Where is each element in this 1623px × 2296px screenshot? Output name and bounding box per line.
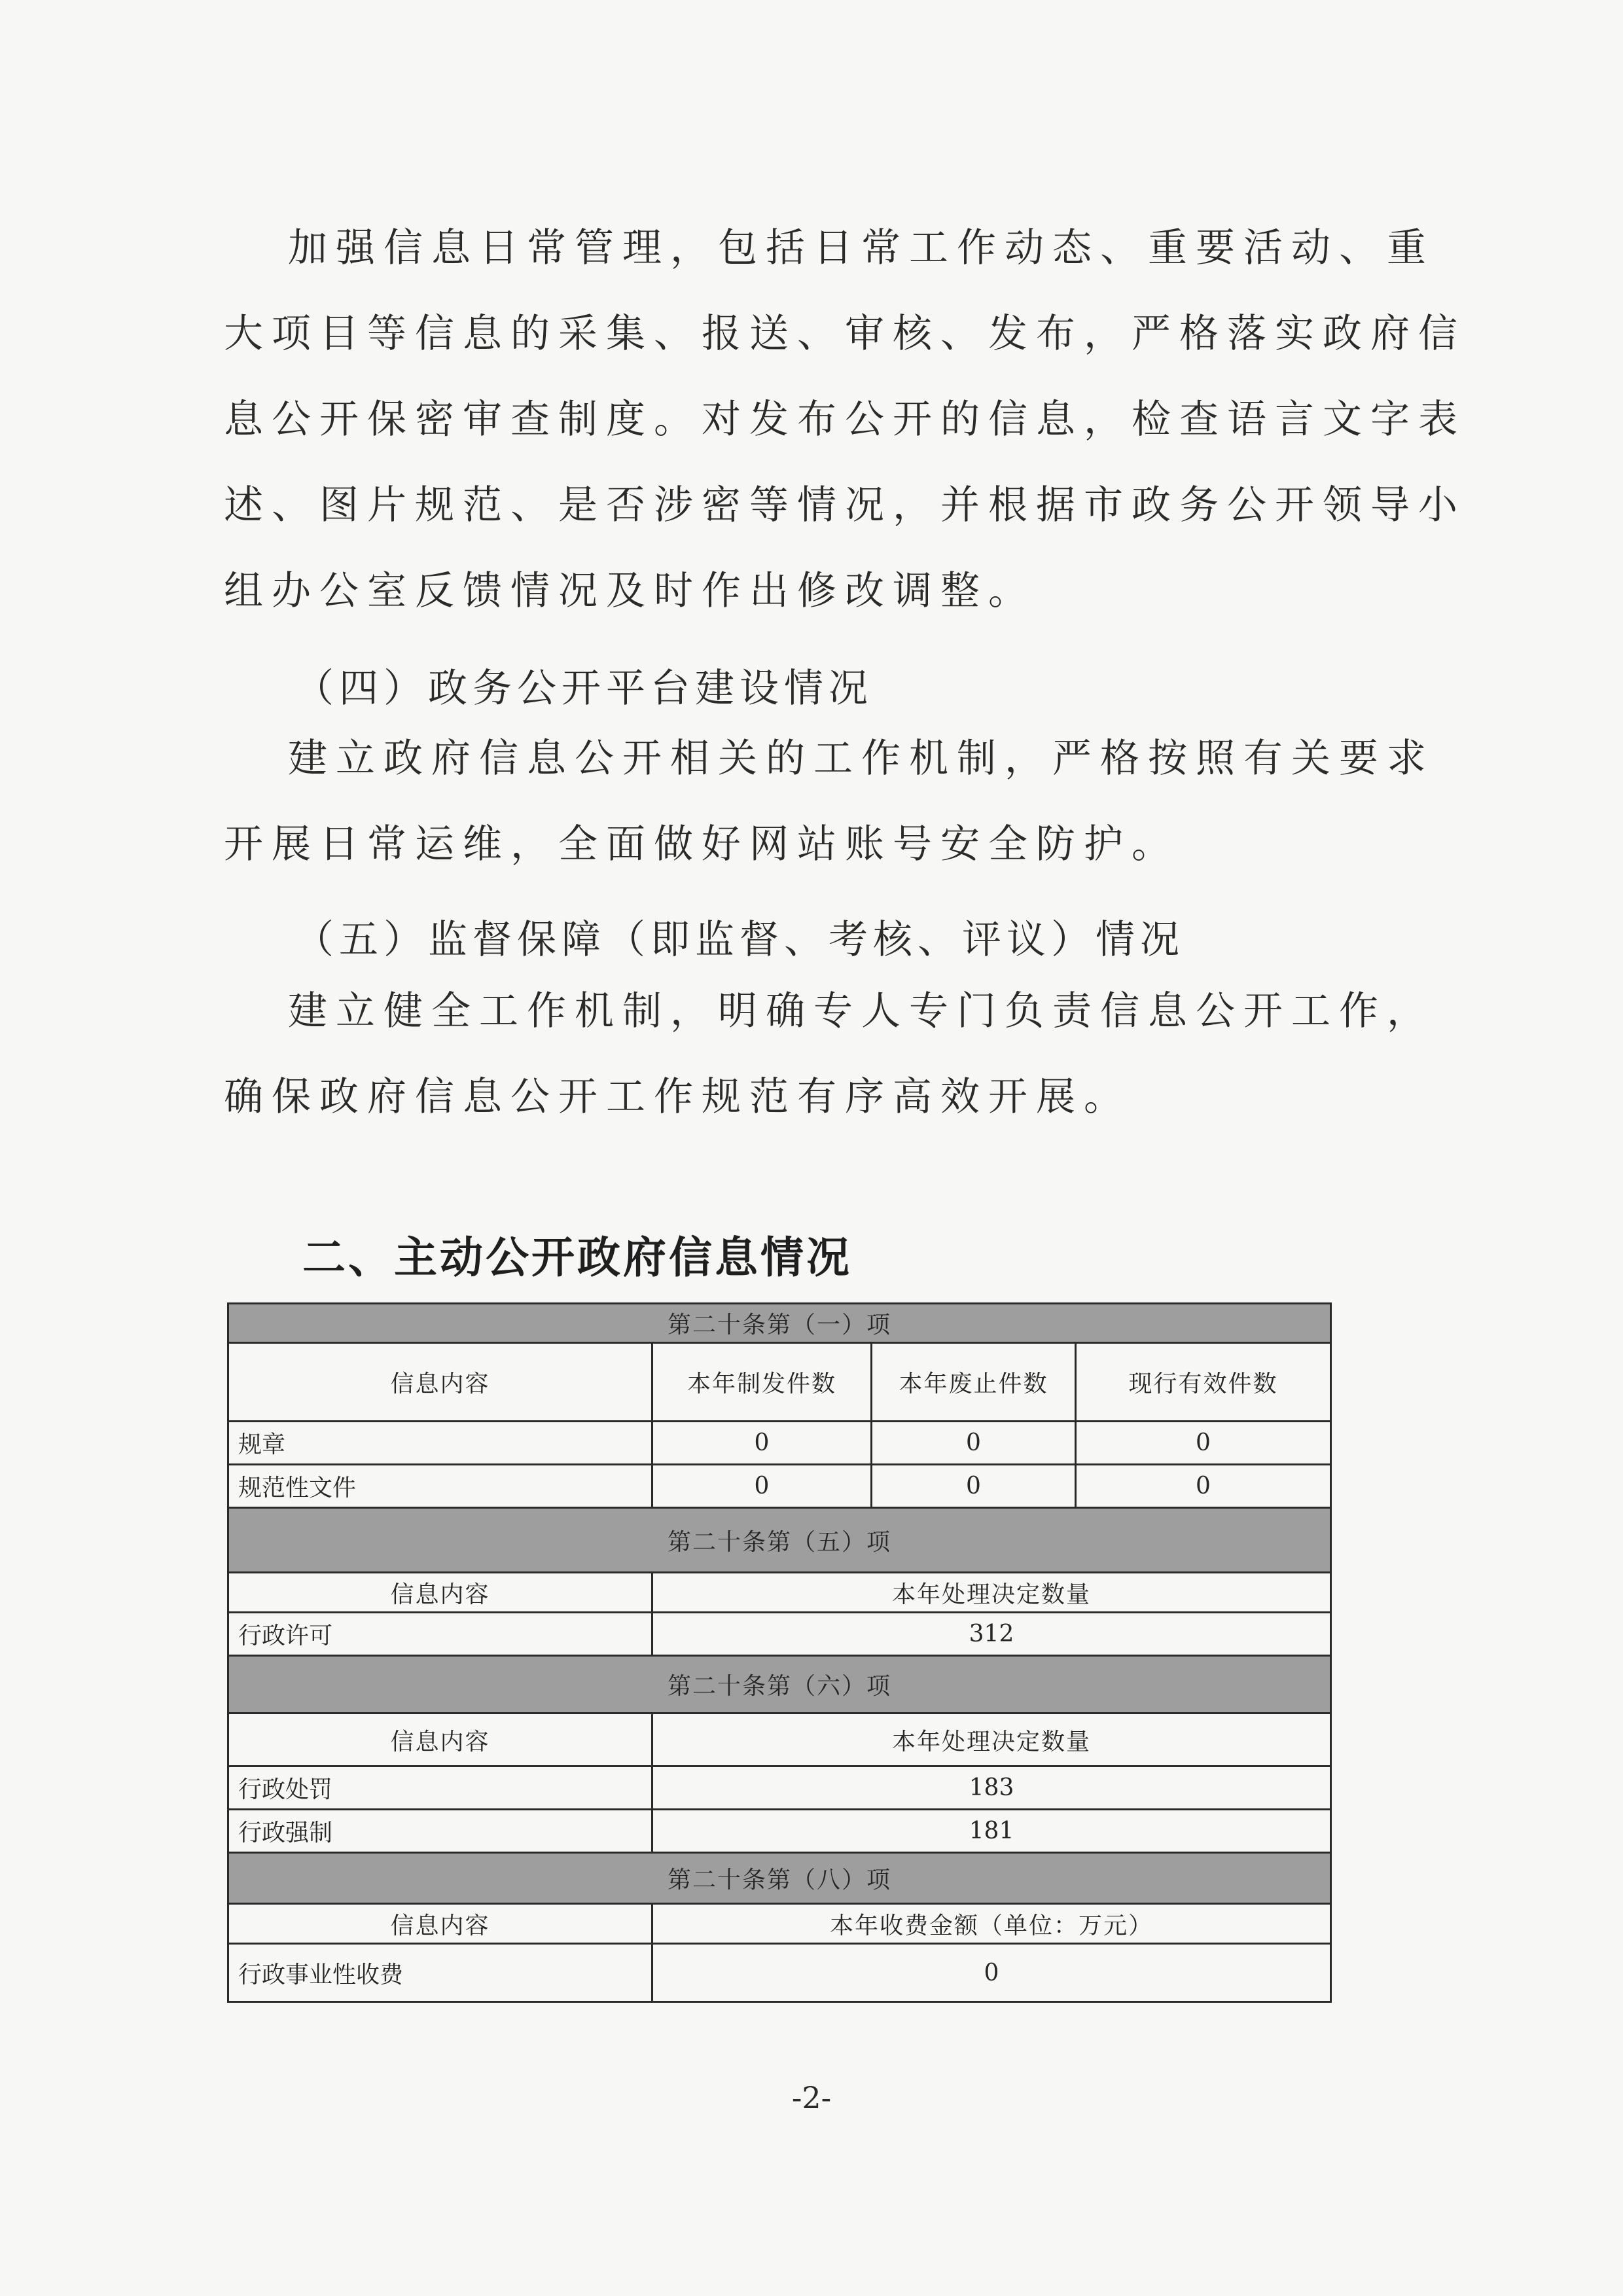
section-title: 第二十条第（八）项 — [228, 1853, 1331, 1904]
row-label: 行政强制 — [228, 1810, 652, 1853]
row-label: 规章 — [228, 1422, 652, 1465]
section-heading: 二、主动公开政府信息情况 — [302, 1232, 852, 1283]
table-cell: 183 — [652, 1767, 1331, 1810]
paragraph-line: 述、图片规范、是否涉密等情况，并根据市政务公开领导小 — [224, 482, 1466, 528]
paragraph-line: 建立政府信息公开相关的工作机制，严格按照有关要求 — [288, 736, 1435, 781]
column-header: 现行有效件数 — [1076, 1343, 1331, 1422]
column-header: 信息内容 — [228, 1904, 652, 1944]
column-header: 信息内容 — [228, 1343, 652, 1422]
paragraph-line: 组办公室反馈情况及时作出修改调整。 — [224, 568, 1036, 614]
table-cell: 0 — [1076, 1422, 1331, 1465]
table-cell: 0 — [872, 1422, 1076, 1465]
column-header: 本年处理决定数量 — [652, 1573, 1331, 1613]
section-title: 第二十条第（六）项 — [228, 1656, 1331, 1713]
column-header: 本年废止件数 — [872, 1343, 1076, 1422]
column-header: 信息内容 — [228, 1713, 652, 1767]
paragraph-line: 息公开保密审查制度。对发布公开的信息，检查语言文字表 — [224, 397, 1466, 442]
row-label: 行政许可 — [228, 1613, 652, 1656]
table-row — [228, 1422, 1331, 1465]
table-cell: 0 — [652, 1422, 872, 1465]
column-header: 信息内容 — [228, 1573, 652, 1613]
paragraph-line: 确保政府信息公开工作规范有序高效开展。 — [224, 1074, 1132, 1120]
paragraph-line: 开展日常运维，全面做好网站账号安全防护。 — [224, 821, 1179, 867]
table-cell: 312 — [652, 1613, 1331, 1656]
table-cell: 0 — [652, 1944, 1331, 2002]
table-cell: 0 — [1076, 1465, 1331, 1508]
section-title: 第二十条第（一）项 — [228, 1304, 1331, 1343]
disclosure-table — [227, 1302, 1332, 2003]
subsection-heading-platform: （四）政务公开平台建设情况 — [294, 666, 873, 711]
table-cell: 0 — [872, 1465, 1076, 1508]
table-column-header-row — [228, 1343, 1331, 1422]
column-header: 本年收费金额（单位：万元） — [652, 1904, 1331, 1944]
column-header: 本年处理决定数量 — [652, 1713, 1331, 1767]
table-section-header — [228, 1853, 1331, 1904]
table-row — [228, 1613, 1331, 1656]
table-cell: 0 — [652, 1465, 872, 1508]
table-row — [228, 1944, 1331, 2002]
table-section-header — [228, 1656, 1331, 1713]
row-label: 规范性文件 — [228, 1465, 652, 1508]
section-title: 第二十条第（五）项 — [228, 1508, 1331, 1573]
table-section-header — [228, 1508, 1331, 1573]
table-row — [228, 1465, 1331, 1508]
page-number: -2- — [791, 2080, 832, 2115]
subsection-heading-supervision: （五）监督保障（即监督、考核、评议）情况 — [294, 917, 1185, 963]
table-row — [228, 1810, 1331, 1853]
table-column-header-row — [228, 1573, 1331, 1613]
table-column-header-row — [228, 1713, 1331, 1767]
paragraph-line: 大项目等信息的采集、报送、审核、发布，严格落实政府信 — [224, 311, 1466, 357]
row-label: 行政事业性收费 — [228, 1944, 652, 2002]
table-cell: 181 — [652, 1810, 1331, 1853]
table-row — [228, 1767, 1331, 1810]
table-column-header-row — [228, 1904, 1331, 1944]
paragraph-line: 建立健全工作机制，明确专人专门负责信息公开工作， — [288, 988, 1435, 1034]
paragraph-line: 加强信息日常管理，包括日常工作动态、重要活动、重 — [288, 225, 1435, 271]
column-header: 本年制发件数 — [652, 1343, 872, 1422]
row-label: 行政处罚 — [228, 1767, 652, 1810]
table-section-header — [228, 1304, 1331, 1343]
